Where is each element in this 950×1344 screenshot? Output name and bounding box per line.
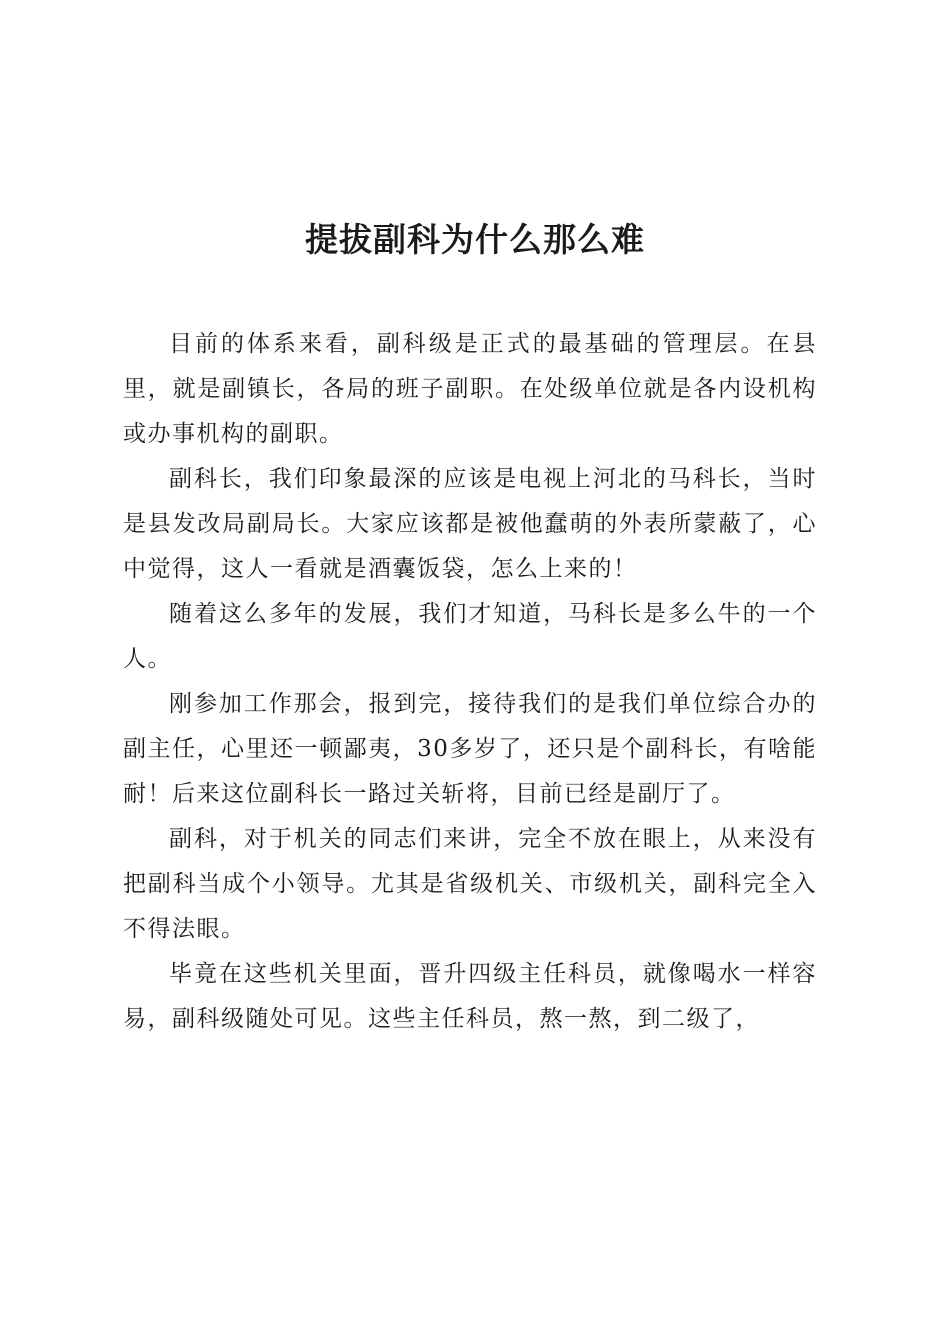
paragraph: 随着这么多年的发展，我们才知道，马科长是多么牛的一个人。 <box>123 601 817 672</box>
paragraph: 副科，对于机关的同志们来讲，完全不放在眼上，从来没有把副科当成个小领导。尤其是省级机关、市级机关，副科完全入不得法眼。 <box>123 826 817 942</box>
paragraph: 刚参加工作那会，报到完，接待我们的是我们单位综合办的副主任，心里还一顿鄙夷，30多岁了，还只是个副科长，有啥能耐！后来这位副科长一路过关斩将，目前已经是副厅了。 <box>123 691 817 807</box>
paragraph: 副科长，我们印象最深的应该是电视上河北的马科长，当时是县发改局副局长。大家应该都是被他蠢萌的外表所蒙蔽了，心中觉得，这人一看就是酒囊饭袋，怎么上来的！ <box>123 466 817 582</box>
paragraph: 目前的体系来看，副科级是正式的最基础的管理层。在县里，就是副镇长，各局的班子副职。在处级单位就是各内设机构或办事机构的副职。 <box>123 331 817 447</box>
document-title: 提拔副科为什么那么难 <box>305 220 645 259</box>
paragraph: 毕竟在这些机关里面，晋升四级主任科员，就像喝水一样容易，副科级随处可见。这些主任科员，熬一熬，到二级了， <box>123 961 817 1032</box>
document-body <box>123 322 817 1042</box>
